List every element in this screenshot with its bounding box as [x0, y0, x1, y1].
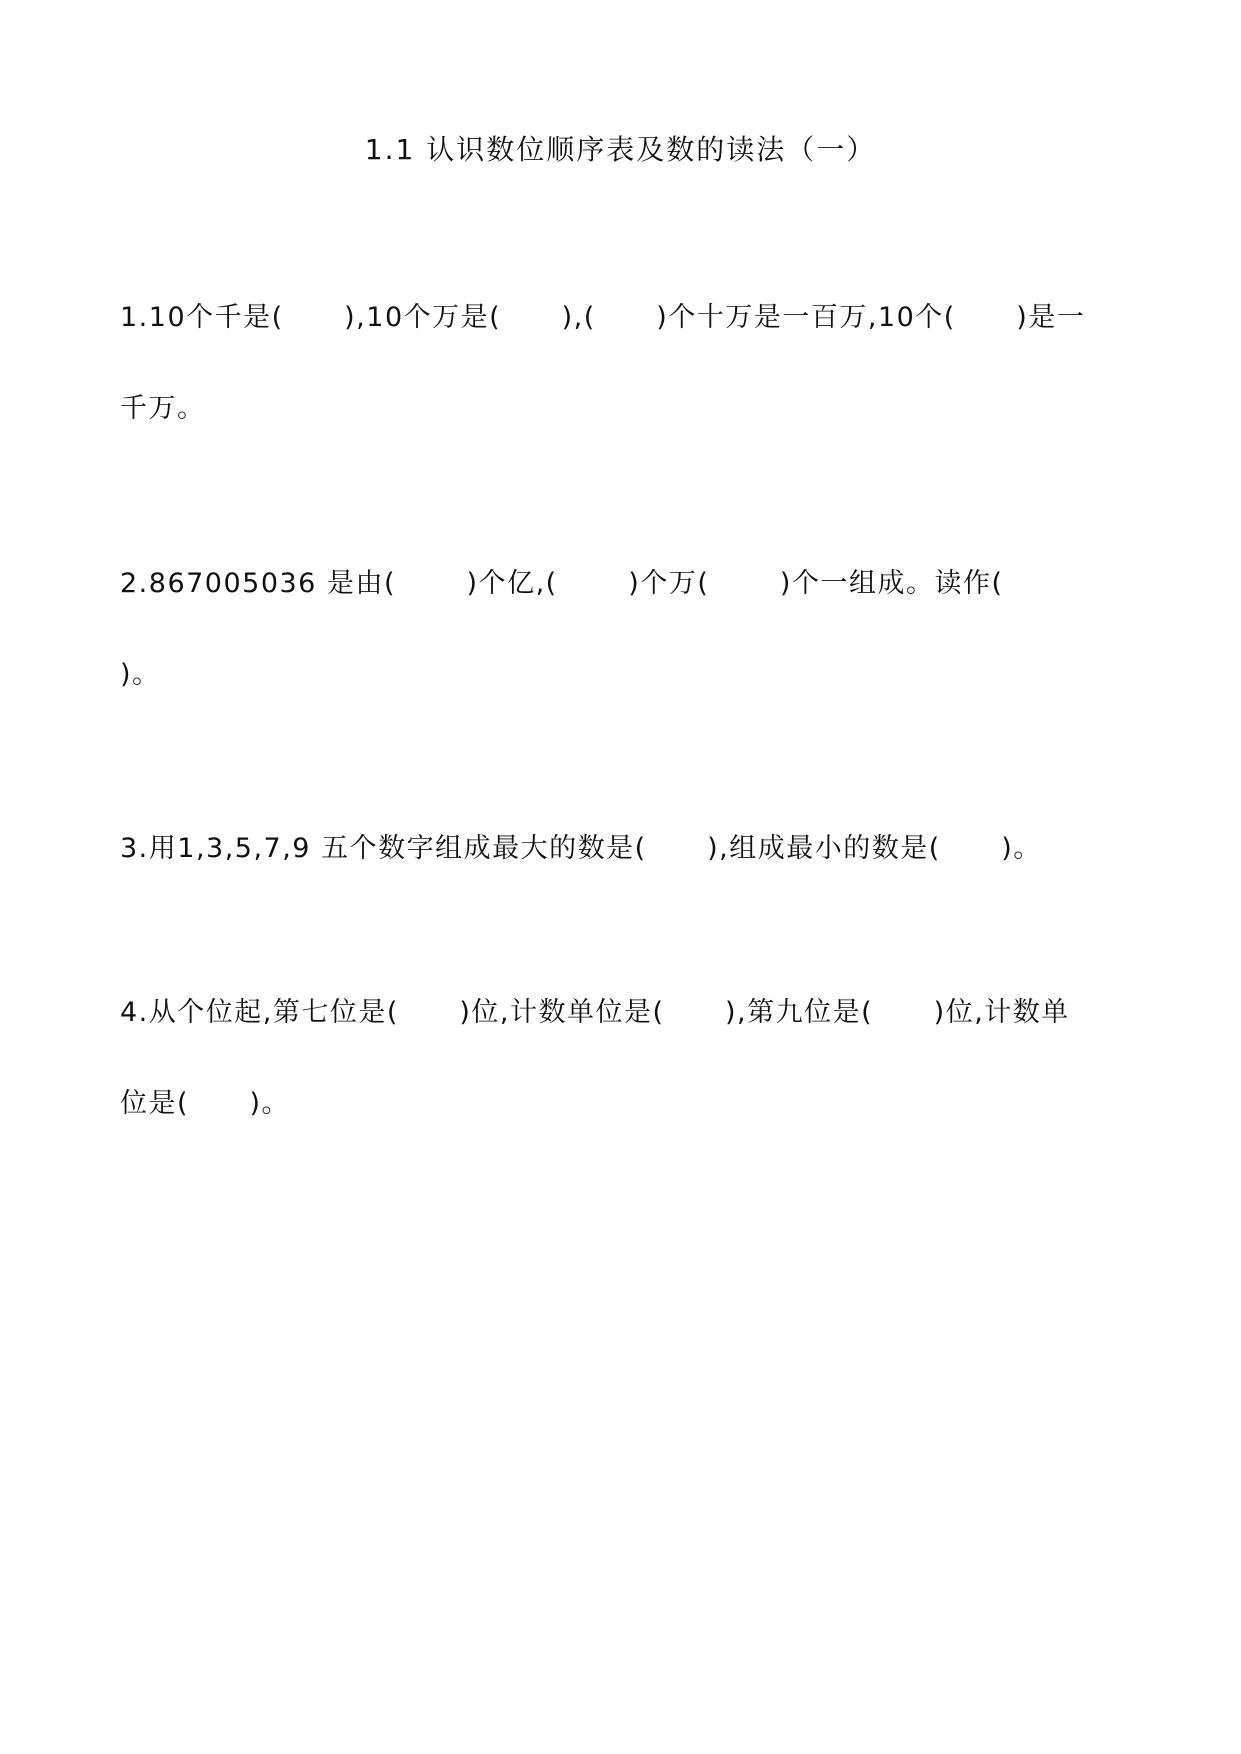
question-2	[120, 538, 1130, 720]
question-3	[120, 803, 1130, 894]
question-1-line-1: 1.10个千是( ),10个万是( ),( )个十万是一百万,10个( )是一	[120, 302, 1086, 333]
question-3-line-1: 3.用1,3,5,7,9 五个数字组成最大的数是( ),组成最小的数是( )。	[120, 833, 1042, 864]
question-2-line-1: 2.867005036 是由( )个亿,( )个万( )个一组成。读作(	[120, 568, 1004, 599]
question-1-line-2: 千万。	[120, 393, 206, 424]
question-4-line-2: 位是( )。	[120, 1088, 291, 1119]
question-1	[120, 272, 1130, 454]
question-4-line-1: 4.从个位起,第七位是( )位,计数单位是( ),第九位是( )位,计数单	[120, 997, 1070, 1028]
question-2-line-2: )。	[120, 659, 161, 690]
page-title: 1.1 认识数位顺序表及数的读法（一）	[364, 133, 877, 166]
question-4	[120, 967, 1130, 1149]
